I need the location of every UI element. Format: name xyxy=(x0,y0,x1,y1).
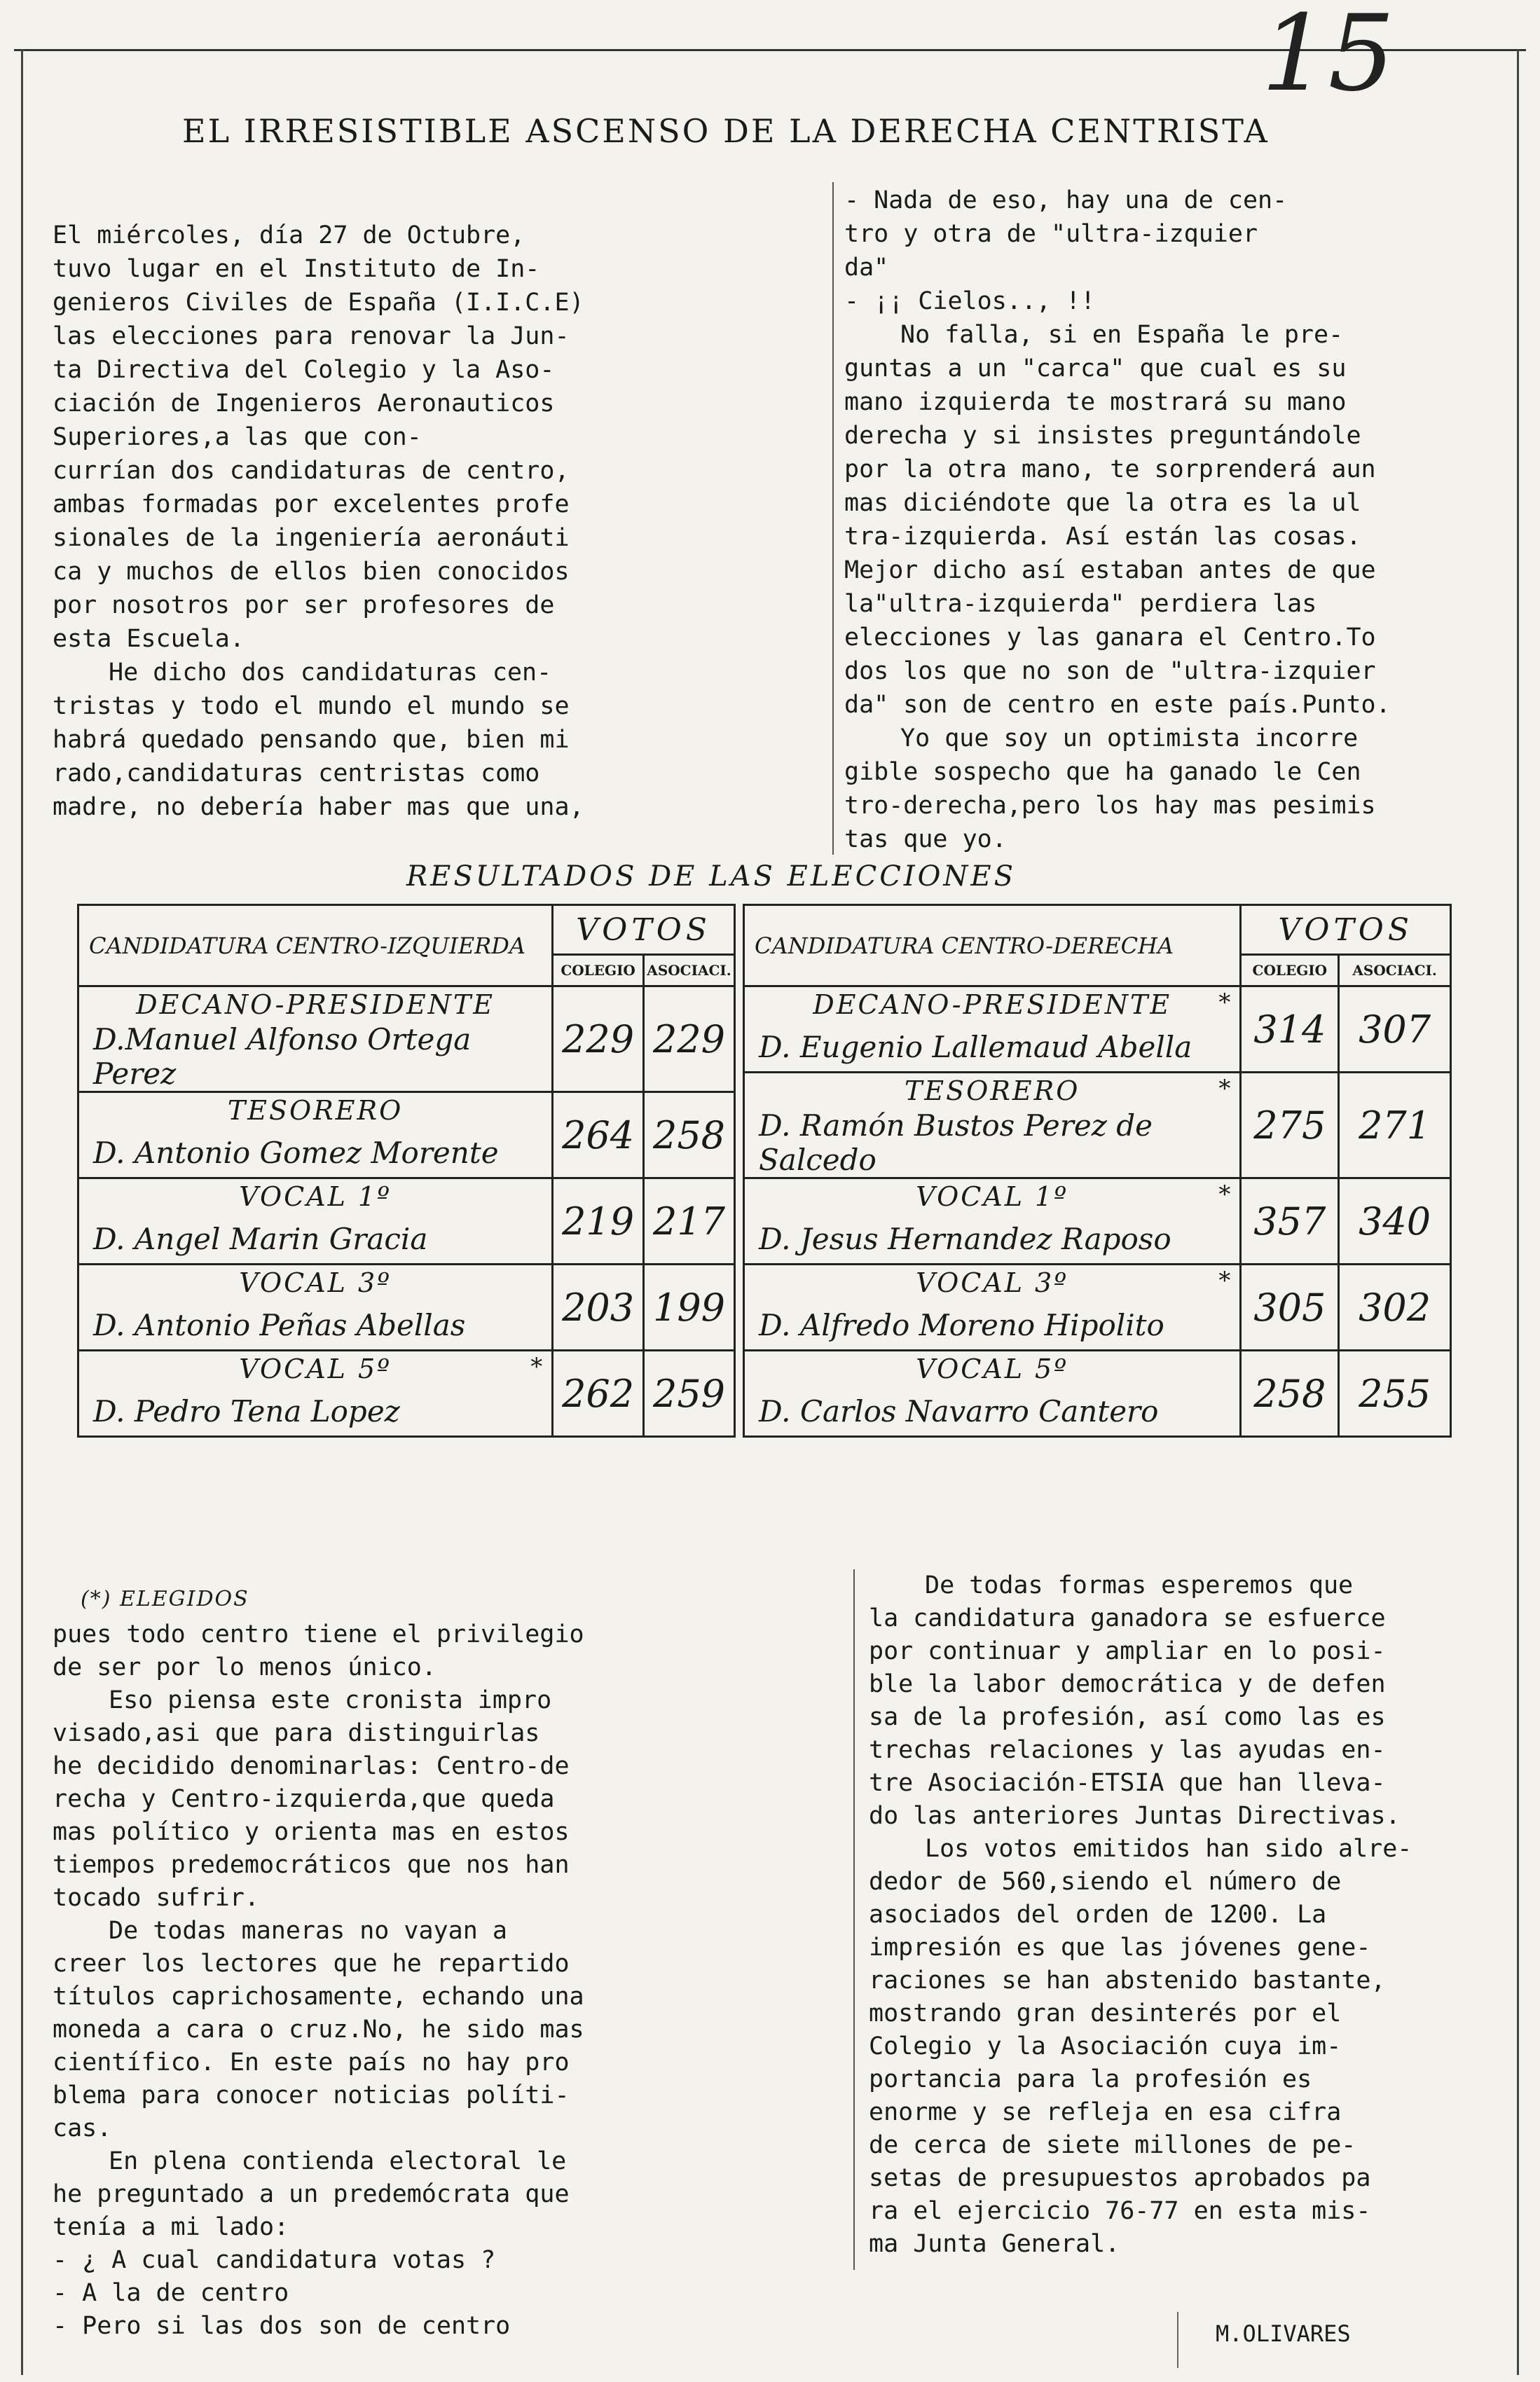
position-label: VOCAL 1º xyxy=(916,1181,1069,1212)
colegio-votes: 275 xyxy=(1241,1073,1339,1178)
elected-mark: * xyxy=(1218,1075,1233,1103)
position-cell xyxy=(78,1265,553,1301)
page-number: 15 xyxy=(1261,0,1395,115)
text-line: tre Asociación-ETSIA que han lleva- xyxy=(869,1769,1386,1797)
text-line: tiempos predemocráticos que nos han xyxy=(53,1851,570,1879)
position-label: VOCAL 1º xyxy=(239,1181,392,1212)
text-line: esta Escuela. xyxy=(53,625,245,653)
asociacion-votes: 259 xyxy=(644,1351,735,1437)
text-line: tuvo lugar en el Instituto de In- xyxy=(53,255,540,283)
text-line: tas que yo. xyxy=(844,825,1007,853)
text-line: da" son de centro en este país.Punto. xyxy=(844,691,1391,719)
asociacion-votes: 199 xyxy=(644,1265,735,1351)
text-line: científico. En este país no hay pro xyxy=(53,2049,570,2077)
text-line: ble la labor democrática y de defen xyxy=(869,1670,1386,1698)
table-row xyxy=(744,1351,1451,1387)
position-cell xyxy=(744,986,1241,1023)
text-line: tenía a mi lado: xyxy=(53,2213,289,2241)
position-cell xyxy=(744,1265,1241,1301)
elected-mark: * xyxy=(530,1353,545,1381)
candidate-name: D. Eugenio Lallemaud Abella xyxy=(744,1022,1241,1073)
text-line: genieros Civiles de España (I.I.C.E) xyxy=(53,289,584,317)
text-line: currían dos candidaturas de centro, xyxy=(53,457,570,485)
position-cell xyxy=(78,1351,553,1387)
text-line: He dicho dos candidaturas cen- xyxy=(109,659,552,687)
elected-mark: * xyxy=(1218,989,1233,1017)
text-line: gible sospecho que ha ganado le Cen xyxy=(844,758,1361,786)
results-title: RESULTADOS DE LAS ELECCIONES xyxy=(406,860,1017,893)
text-line: creer los lectores que he repartido xyxy=(53,1950,570,1978)
text-line: Los votos emitidos han sido alre- xyxy=(925,1835,1412,1863)
text-line: de cerca de siete millones de pe- xyxy=(869,2131,1356,2159)
asociacion-votes: 340 xyxy=(1339,1178,1451,1265)
text-line: madre, no debería haber mas que una, xyxy=(53,793,584,821)
asociacion-votes: 302 xyxy=(1339,1265,1451,1351)
position-cell xyxy=(78,986,553,1023)
colegio-votes: 262 xyxy=(553,1351,644,1437)
position-label: TESORERO xyxy=(227,1095,404,1126)
text-line: mas político y orienta mas en estos xyxy=(53,1818,570,1846)
table-row xyxy=(78,1178,735,1215)
text-line: De todas maneras no vayan a xyxy=(109,1917,507,1945)
text-line: ra el ejercicio 76-77 en esta mis- xyxy=(869,2197,1371,2225)
text-line: tocado sufrir. xyxy=(53,1884,260,1912)
candidate-name: D. Pedro Tena Lopez xyxy=(78,1386,553,1437)
text-line: De todas formas esperemos que xyxy=(925,1571,1354,1599)
text-line: mostrando gran desinterés por el xyxy=(869,1999,1342,2028)
text-line: mas diciéndote que la otra es la ul xyxy=(844,489,1361,517)
text-line: ciación de Ingenieros Aeronauticos xyxy=(53,390,555,418)
left-border xyxy=(21,49,23,2375)
text-line: sionales de la ingeniería aeronáuti xyxy=(53,524,570,552)
position-cell xyxy=(744,1351,1241,1387)
text-line: habrá quedado pensando que, bien mi xyxy=(53,726,570,754)
results-table-right xyxy=(743,904,1452,1438)
text-line: Mejor dicho así estaban antes de que xyxy=(844,556,1376,584)
table-row xyxy=(744,1073,1451,1109)
colegio-votes: 229 xyxy=(553,986,644,1092)
left-column-bottom xyxy=(53,1618,683,2343)
text-line: por continuar y ampliar en lo posi- xyxy=(869,1637,1386,1665)
text-line: recha y Centro-izquierda,que queda xyxy=(53,1785,555,1813)
text-line: he decidido denominarlas: Centro-de xyxy=(53,1752,570,1780)
position-cell xyxy=(744,1073,1241,1109)
text-line: mano izquierda te mostrará su mano xyxy=(844,388,1347,416)
right-column-bottom xyxy=(869,1569,1499,2261)
text-line: da" xyxy=(844,254,889,282)
text-line: Superiores,a las que con- xyxy=(53,423,422,451)
candidate-name: D.Manuel Alfonso Ortega Perez xyxy=(78,1022,553,1092)
colegio-votes: 219 xyxy=(553,1178,644,1265)
asociacion-votes: 255 xyxy=(1339,1351,1451,1437)
candidate-name: D. Antonio Peñas Abellas xyxy=(78,1300,553,1351)
text-line: Colegio y la Asociación cuya im- xyxy=(869,2032,1342,2060)
text-line: tro-derecha,pero los hay mas pesimis xyxy=(844,792,1376,820)
text-line: guntas a un "carca" que cual es su xyxy=(844,354,1347,383)
left-header: CANDIDATURA CENTRO-IZQUIERDA xyxy=(78,905,553,986)
candidate-name: D. Jesus Hernandez Raposo xyxy=(744,1214,1241,1265)
text-line: tra-izquierda. Así están las cosas. xyxy=(844,523,1361,551)
elected-mark: * xyxy=(1218,1267,1233,1295)
colegio-header: COLEGIO xyxy=(1241,955,1339,986)
text-line: - Pero si las dos son de centro xyxy=(53,2312,511,2340)
table-row xyxy=(744,1265,1451,1301)
text-line: portancia para la profesión es xyxy=(869,2065,1312,2093)
text-line: trechas relaciones y las ayudas en- xyxy=(869,1736,1386,1764)
position-cell xyxy=(744,1178,1241,1215)
candidate-name: D. Alfredo Moreno Hipolito xyxy=(744,1300,1241,1351)
text-line: visado,asi que para distinguirlas xyxy=(53,1719,540,1747)
table-row xyxy=(744,1178,1451,1215)
elected-mark: * xyxy=(1218,1180,1233,1209)
colegio-votes: 314 xyxy=(1241,986,1339,1073)
text-line: la"ultra-izquierda" perdiera las xyxy=(844,590,1317,618)
colegio-votes: 258 xyxy=(1241,1351,1339,1437)
text-line: por la otra mano, te sorprenderá aun xyxy=(844,455,1376,483)
results-table-left xyxy=(77,904,736,1438)
asociacion-votes: 229 xyxy=(644,986,735,1092)
candidate-name: D. Ramón Bustos Perez de Salcedo xyxy=(744,1108,1241,1178)
text-line: impresión es que las jóvenes gene- xyxy=(869,1934,1371,1962)
column-divider-bottom xyxy=(853,1569,855,2270)
text-line: ta Directiva del Colegio y la Aso- xyxy=(53,356,555,384)
article-title: EL IRRESISTIBLE ASCENSO DE LA DERECHA CENTRISTA xyxy=(182,112,1270,150)
text-line: moneda a cara o cruz.No, he sido mas xyxy=(53,2016,584,2044)
text-line: derecha y si insistes preguntándole xyxy=(844,422,1361,450)
text-line: pues todo centro tiene el privilegio xyxy=(53,1620,584,1648)
table-row xyxy=(78,1265,735,1301)
text-line: - ¿ A cual candidatura votas ? xyxy=(53,2246,496,2274)
text-line: dos los que no son de "ultra-izquier xyxy=(844,657,1376,685)
position-label: VOCAL 3º xyxy=(239,1267,392,1298)
text-line: - ¡¡ Cielos.., !! xyxy=(844,287,1096,315)
text-line: El miércoles, día 27 de Octubre, xyxy=(53,221,525,249)
table-row xyxy=(744,986,1451,1023)
text-line: he preguntado a un predemócrata que xyxy=(53,2180,570,2208)
position-label: VOCAL 5º xyxy=(916,1354,1069,1384)
text-line: No falla, si en España le pre- xyxy=(900,321,1344,349)
text-line: dedor de 560,siendo el número de xyxy=(869,1868,1342,1896)
text-line: tristas y todo el mundo el mundo se xyxy=(53,692,570,720)
text-line: cas. xyxy=(53,2114,112,2142)
text-line: En plena contienda electoral le xyxy=(109,2147,567,2175)
position-cell xyxy=(78,1092,553,1129)
text-line: elecciones y las ganara el Centro.To xyxy=(844,624,1376,652)
asociacion-votes: 258 xyxy=(644,1092,735,1178)
table-row xyxy=(78,1092,735,1129)
text-line: de ser por lo menos único. xyxy=(53,1653,436,1681)
text-line: sa de la profesión, así como las es xyxy=(869,1703,1386,1731)
asociacion-votes: 307 xyxy=(1339,986,1451,1073)
text-line: títulos caprichosamente, echando una xyxy=(53,1983,584,2011)
position-label: VOCAL 3º xyxy=(916,1267,1069,1298)
position-label: TESORERO xyxy=(905,1075,1080,1106)
text-line: rado,candidaturas centristas como xyxy=(53,759,540,787)
position-label: DECANO-PRESIDENTE xyxy=(813,989,1172,1020)
text-line: las elecciones para renovar la Jun- xyxy=(53,322,570,350)
asociacion-header: ASOCIACI. xyxy=(644,955,735,986)
text-line: ca y muchos de ellos bien conocidos xyxy=(53,558,570,586)
text-line: ambas formadas por excelentes profe xyxy=(53,490,570,518)
text-line: - Nada de eso, hay una de cen- xyxy=(844,186,1288,214)
text-line: Eso piensa este cronista impro xyxy=(109,1686,552,1714)
colegio-header: COLEGIO xyxy=(553,955,644,986)
position-label: DECANO-PRESIDENTE xyxy=(136,989,495,1020)
candidate-name: D. Carlos Navarro Cantero xyxy=(744,1386,1241,1437)
colegio-votes: 203 xyxy=(553,1265,644,1351)
text-line: tro y otra de "ultra-izquier xyxy=(844,220,1258,248)
signature: M.OLIVARES xyxy=(1216,2320,1351,2347)
table-row xyxy=(78,1351,735,1387)
text-line: blema para conocer noticias políti- xyxy=(53,2081,570,2109)
text-line: setas de presupuestos aprobados pa xyxy=(869,2164,1371,2192)
asociacion-votes: 217 xyxy=(644,1178,735,1265)
text-line: asociados del orden de 1200. La xyxy=(869,1901,1327,1929)
position-label: VOCAL 5º xyxy=(239,1354,392,1384)
text-line: do las anteriores Juntas Directivas. xyxy=(869,1802,1401,1830)
colegio-votes: 264 xyxy=(553,1092,644,1178)
votos-header: VOTOS xyxy=(1241,905,1451,955)
text-line: enorme y se refleja en esa cifra xyxy=(869,2098,1342,2126)
text-line: por nosotros por ser profesores de xyxy=(53,591,555,619)
right-border xyxy=(1517,49,1519,2375)
elected-legend: (*) ELEGIDOS xyxy=(81,1587,249,1611)
right-column-top xyxy=(844,184,1489,856)
candidate-name: D. Angel Marin Gracia xyxy=(78,1214,553,1265)
position-cell xyxy=(78,1178,553,1215)
text-line: Yo que soy un optimista incorre xyxy=(900,724,1359,752)
colegio-votes: 305 xyxy=(1241,1265,1339,1351)
right-header: CANDIDATURA CENTRO-DERECHA xyxy=(744,905,1241,986)
left-column-top xyxy=(53,219,683,824)
asociacion-votes: 271 xyxy=(1339,1073,1451,1178)
text-line: - A la de centro xyxy=(53,2279,289,2307)
asociacion-header: ASOCIACI. xyxy=(1339,955,1451,986)
text-line: la candidatura ganadora se esfuerce xyxy=(869,1604,1386,1632)
votos-header: VOTOS xyxy=(553,905,735,955)
candidate-name: D. Antonio Gomez Morente xyxy=(78,1128,553,1178)
column-divider-top xyxy=(832,182,834,855)
text-line: raciones se han abstenido bastante, xyxy=(869,1967,1386,1995)
text-line: ma Junta General. xyxy=(869,2230,1120,2258)
table-row xyxy=(78,986,735,1023)
colegio-votes: 357 xyxy=(1241,1178,1339,1265)
